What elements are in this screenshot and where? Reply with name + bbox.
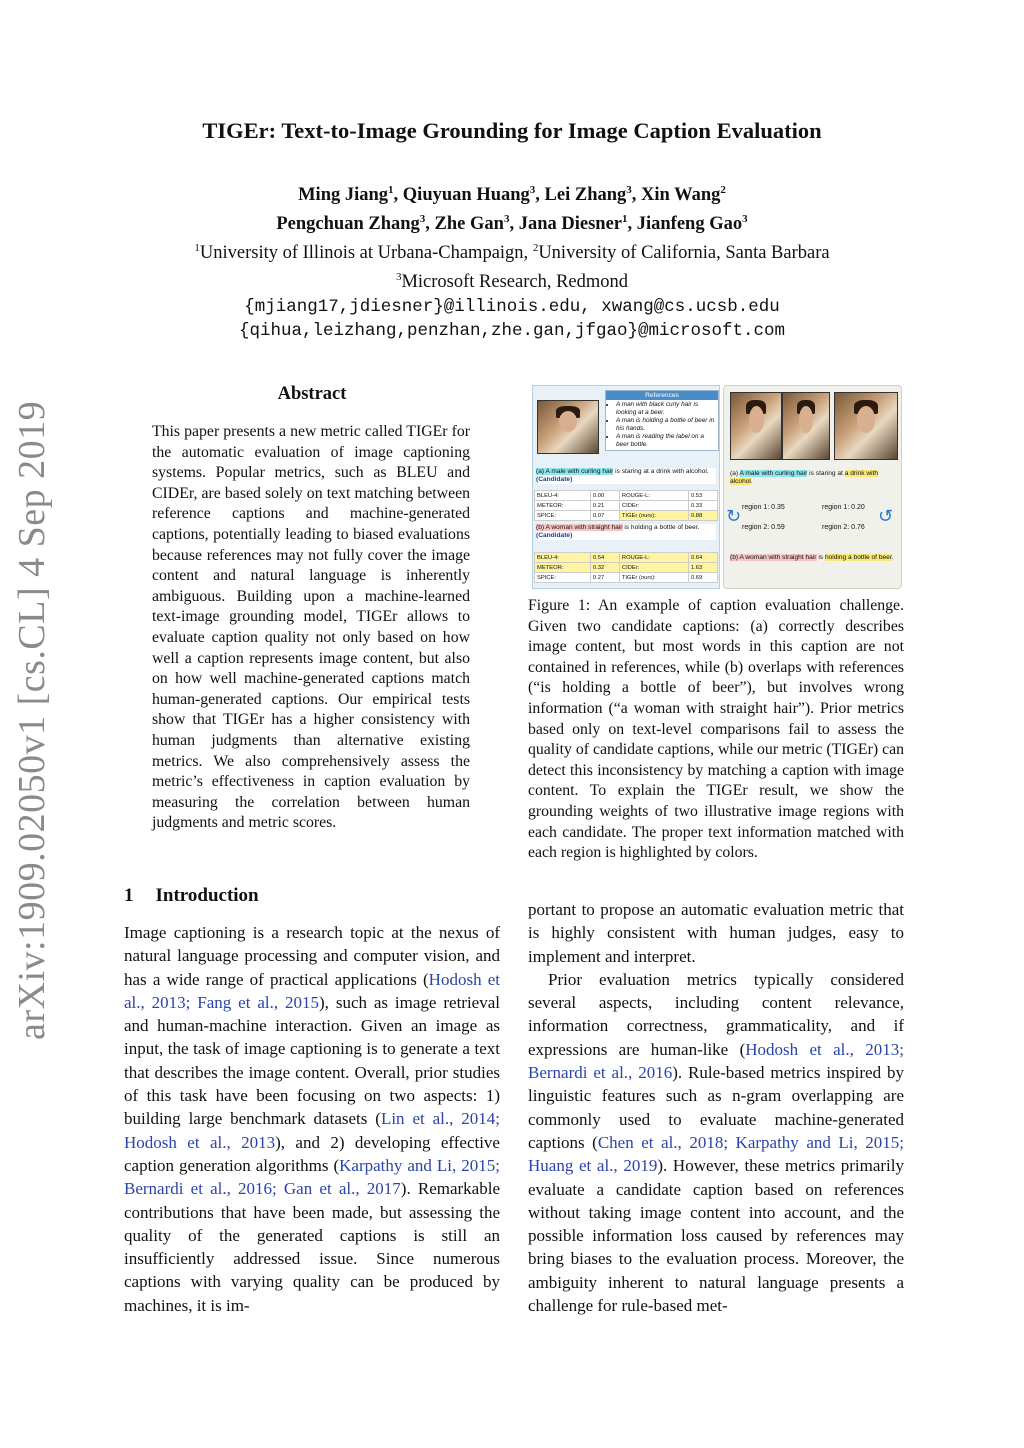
cell: 0.21 — [590, 501, 619, 511]
photo-region-1 — [730, 392, 782, 460]
references-box — [605, 390, 719, 451]
author-sup: 3 — [626, 184, 632, 196]
table-row — [535, 491, 718, 501]
curved-arrow-icon: ↻ — [726, 506, 742, 526]
author-sup: 3 — [419, 213, 426, 226]
citation-link[interactable]: Lin et al., 2014; Hodosh et al., 2013 — [124, 1109, 500, 1152]
highlight: A male with curling hair — [739, 470, 808, 477]
table-row — [535, 501, 718, 511]
author-name: Lei Zhang — [544, 185, 627, 206]
text-run: is staring at — [807, 470, 845, 477]
highlight: holding a bottle of beer — [824, 554, 892, 561]
text-run: ), such as image retrieval and human-machine interaction. Given an image as input, the task of image captioning is to generate a text that describes the image content. Overall, prior studies of this task have been focusing on two aspects: 1) building large benchmark datasets ( — [124, 992, 500, 1129]
paragraph: portant to propose an automatic evaluation metric that is highly consistent with human judges, easy to implement and interpret. — [528, 900, 904, 966]
author-name: Jianfeng Gao — [636, 214, 743, 235]
figure-left-panel — [532, 385, 720, 589]
candidate-tag: (Candidate) — [536, 476, 573, 483]
author-sup: 3 — [742, 213, 748, 226]
reference-item: • A man is holding a bottle of beer in his hands. — [616, 417, 718, 433]
cell: ROUGE-L: — [619, 553, 688, 563]
text-run: . — [891, 554, 894, 561]
author-sup: 3 — [503, 213, 510, 226]
region-a1-weight: region 1: 0.35 — [742, 504, 785, 511]
section-number: 1 — [124, 885, 134, 906]
abstract-heading: Abstract — [277, 384, 347, 404]
email-line-2: {qihua,leizhang,penzhan,zhe.gan,jfgao}@microsoft.com — [238, 320, 786, 341]
highlight: (b) A woman with straight hair — [730, 554, 817, 561]
author-line-2: Pengchuan Zhang$^3$, Zhe Gan$^3$, Jana Diesner$^1$, Jianfeng Gao$^3$ — [276, 213, 748, 235]
affiliation: University of Illinois at Urbana-Champaign, — [199, 243, 533, 264]
cell: BLEU-4: — [535, 553, 591, 563]
highlight: (b) A woman with straight hair — [536, 524, 623, 531]
affiliation-line-2 — [0, 265, 1024, 294]
cell: 0.32 — [590, 563, 619, 573]
cell: 0.54 — [590, 553, 619, 563]
candidate-a-grounding — [730, 470, 898, 486]
cell: 0.64 — [688, 553, 717, 563]
photo-region-1-alt — [782, 392, 830, 460]
cell: TIGEr (ours): — [619, 511, 688, 521]
photo-region-2 — [834, 392, 898, 460]
author-name: Jana Diesner — [518, 214, 622, 235]
citation-link[interactable]: Hodosh et al., 2013; Fang et al., 2015 — [124, 969, 501, 1012]
aff-sup: 3 — [395, 271, 402, 284]
author-name: Zhe Gan — [434, 214, 504, 235]
text-run: ). Rule-based metrics inspired by linguistic features such as n-gram overlapping are commonly used to evaluate machine-generated captions ( — [528, 1063, 904, 1152]
table-row — [535, 563, 718, 573]
cell: 0.00 — [590, 491, 619, 501]
candidate-tag: (Candidate) — [536, 532, 573, 539]
text-run: Prior evaluation metrics typically considered several aspects, including content relevance, information correctness, grammaticality, and if expressions are human-like ( — [528, 969, 904, 1059]
figure-right-panel — [723, 385, 902, 589]
candidate-b-grounding — [730, 554, 898, 562]
figure-caption: Figure 1: An example of caption evaluation challenge. Given two candidate captions: (a) correctly describes image content, but most words in this caption are not contained in references, while (b) overlaps with references (“is holding a bottle of beer”), but involves wrong information (“a woman with straight hair”). Prior metrics based only on text-level comparisons fail to assess the quality of candidate captions, while our metric (TIGEr) can detect this inconsistency by matching a caption with image content. To explain the TIGEr result, we show the grounding weights of two illustrative image regions with each candidate. The proper text information matched with each region is highlighted by colors. — [528, 597, 904, 862]
cell: 0.69 — [688, 573, 717, 583]
email-line-1: {mjiang17,jdiesner}@illinois.edu, xwang@cs.ucsb.edu — [244, 296, 780, 317]
citation-link[interactable]: Chen et al., 2018; Karpathy and Li, 2015; Huang et al., 2019 — [528, 1132, 904, 1176]
region-b1-weight: region 1: 0.20 — [822, 504, 865, 511]
candidate-a-caption — [536, 468, 716, 484]
cell: 0.33 — [688, 501, 717, 511]
metrics-table-a — [534, 490, 718, 521]
cell: SPICE: — [535, 511, 591, 521]
paragraph — [528, 968, 904, 1317]
author-sup: 1 — [388, 184, 394, 196]
citation-link[interactable]: Hodosh et al., 2013; Bernardi et al., 2016 — [528, 1039, 904, 1083]
author-sup: 1 — [622, 213, 628, 226]
author-name: Qiuyuan Huang — [402, 185, 530, 206]
cell: METEOR: — [535, 563, 591, 573]
author-line-1: Ming Jiang$^1$, Qiuyuan Huang$^3$, Lei Zhang$^3$, Xin Wang$^2$ — [298, 184, 726, 206]
cell: TIGEr (ours): — [619, 573, 688, 583]
highlight: (a) A male with curling hair — [536, 468, 614, 475]
author-name: Pengchuan Zhang — [276, 214, 420, 235]
cell: ROUGE-L: — [619, 491, 688, 501]
author-name: Xin Wang — [641, 185, 721, 206]
text-run: is — [816, 554, 825, 561]
aff-sup: 2 — [532, 242, 539, 255]
references-label: References — [606, 391, 718, 400]
paragraph — [124, 921, 500, 1317]
cell: SPICE: — [535, 573, 591, 583]
affiliation: Microsoft Research, Redmond — [401, 272, 629, 293]
region-a2-weight: region 2: 0.59 — [742, 524, 785, 531]
text-run: is staring at a drink with alcohol. — [613, 468, 709, 475]
arxiv-side-stamp: arXiv:1909.02050v1 [cs.CL] 4 Sep 2019 — [11, 400, 53, 1040]
intro-left-column — [124, 921, 500, 1317]
author-name: Ming Jiang — [298, 185, 389, 206]
text-run: . — [750, 478, 753, 485]
text-run: is holding a bottle of beer. — [622, 524, 700, 531]
figure-1 — [532, 385, 900, 587]
cell: CIDEr: — [619, 563, 688, 573]
cell: 0.88 — [688, 511, 717, 521]
aff-sup: 1 — [194, 242, 200, 255]
reference-item: • A man with black curly hair is looking at a beer. — [616, 401, 718, 417]
cell: 0.53 — [688, 491, 717, 501]
curved-arrow-icon: ↺ — [878, 506, 894, 526]
table-row — [535, 553, 718, 563]
affiliation: University of California, Santa Barbara — [538, 243, 830, 264]
author-sup: 2 — [720, 184, 726, 196]
highlight: a drink with alcohol — [730, 470, 879, 485]
text-run: ). Remarkable contributions that have been made, but assessing the quality of the generated captions is still an insufficiently addressed issue. Since numerous captions with varying quality can be produced by machines, it is im- — [124, 1179, 500, 1315]
text-run: Image captioning is a research topic at the nexus of natural language processing and computer vision, and has a wide range of practical applications ( — [124, 923, 500, 989]
section-title: Introduction — [155, 885, 259, 906]
paper-title: TIGEr: Text-to-Image Grounding for Image Caption Evaluation — [202, 118, 822, 143]
metrics-table-b — [534, 552, 718, 583]
text-run: ). However, these metrics primarily evaluate a candidate caption based on references without taking image content into account, and the possible information loss caused by references may bring biases to the evaluation process. Moreover, the ambiguity inherent to natural language presents a challenge for rule-based met- — [528, 1156, 904, 1316]
cell: METEOR: — [535, 501, 591, 511]
photo-man-beer — [537, 400, 599, 454]
cell: 1.63 — [688, 563, 717, 573]
author-sup: 3 — [529, 184, 536, 196]
candidate-b-caption — [536, 524, 716, 540]
region-b2-weight: region 2: 0.76 — [822, 524, 865, 531]
section-heading-introduction — [124, 885, 259, 907]
text-run: (a) — [730, 470, 740, 477]
text-run: ), and 2) developing effective caption generation algorithms ( — [124, 1132, 500, 1175]
abstract-text: This paper presents a new metric called TIGEr for the automatic evaluation of image captioning systems. Popular metrics, such as BLEU and CIDEr, are based solely on text matching between reference captions and machine-generated captions, potentially leading to biased evaluations because references may not fully cover the image content and natural language is inherently ambiguous. Building upon a machine-learned text-image grounding model, TIGEr allows to evaluate caption quality not only based on how well a caption represents image content, but also on how well machine-generated captions match human-generated captions. Our empirical tests show that TIGEr has a higher consistency with human judgments than alternative existing metrics. We also comprehensively assess the metric’s effectiveness in caption evaluation by measuring the correlation between human judgments and metric scores. — [152, 423, 470, 832]
cell: BLEU-4: — [535, 491, 591, 501]
cell: CIDEr: — [619, 501, 688, 511]
reference-item: • A man is reading the label on a beer bottle. — [616, 433, 718, 449]
table-row — [535, 511, 718, 521]
citation-link[interactable]: Karpathy and Li, 2015; Bernardi et al., 2016; Gan et al., 2017 — [124, 1155, 500, 1199]
intro-right-column — [528, 898, 904, 1317]
cell: 0.07 — [590, 511, 619, 521]
author-block — [0, 178, 1024, 343]
table-row — [535, 573, 718, 583]
affiliation-line-1 — [0, 236, 1024, 265]
cell: 0.27 — [590, 573, 619, 583]
